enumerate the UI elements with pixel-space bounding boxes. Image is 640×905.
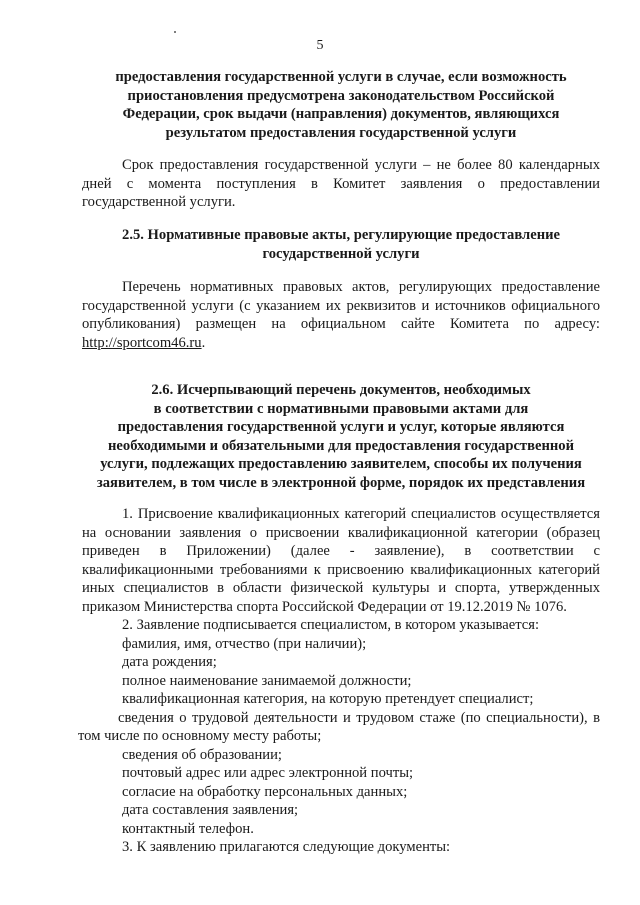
list-item-1: 1. Присвоение квалификационных категорий специалистов осуществляется на основании заявления о присвоении квалификационной категории (образец приведен в Приложении) (далее - заявление), в соответствии с квалификационными требованиями к присвоению квалификационных категорий иных специалистов в области физической культуры и спорта, утвержденных приказом Министерства спорта Российской Федерации от 19.12.2019 № 1076. [82, 506, 600, 615]
list-item-2: 2. Заявление подписывается специалистом, в котором указывается: [122, 617, 539, 633]
heading-line: 2.5. Нормативные правовые акты, регулирующие предоставление [122, 227, 560, 243]
heading-line: предоставления государственной услуги в случае, если возможность [115, 69, 567, 85]
list-item: дата рождения; [122, 654, 217, 670]
heading-line: услуги, подлежащих предоставлению заявителем, способы их получения [100, 456, 582, 472]
documents-list-section [78, 505, 600, 857]
list-item: согласие на обработку персональных данных; [122, 783, 408, 800]
list-item: фамилия, имя, отчество (при наличии); [122, 635, 367, 652]
legal-acts-end: . [201, 334, 206, 351]
heading-line: необходимыми и обязательными для предоставления государственной [108, 437, 574, 454]
section-heading-deadline [82, 68, 600, 142]
list-item: сведения об образовании; [122, 746, 282, 763]
scan-dot [174, 31, 176, 33]
service-term-text: Срок предоставления государственной услуги – не более 80 календарных дней с момента поступления в Комитет заявления о предоставлении государственной услуги. [82, 157, 600, 210]
heading-line: заявителем, в том числе в электронной форме, порядок их представления [96, 474, 586, 491]
list-item: полное наименование занимаемой должности; [122, 672, 412, 689]
heading-line: приостановления предусмотрена законодательством Российской [127, 87, 555, 104]
legal-acts-body: Перечень нормативных правовых актов, регулирующих предоставление государственной услуги (с указанием их реквизитов и источников официального опубликования) размещен на официальном сайте Комитета по адресу: [82, 279, 600, 332]
heading-line: результатом предоставления государственной услуги [165, 124, 517, 141]
legal-acts-text [82, 278, 600, 352]
list-item: контактный телефон. [122, 820, 254, 837]
sportcom-link[interactable]: http://sportcom46.ru [82, 334, 202, 351]
paragraph-service-term [82, 156, 600, 212]
list-item: почтовый адрес или адрес электронной почты; [122, 765, 414, 781]
paragraph-legal-acts [82, 278, 600, 352]
page-number: 5 [316, 38, 324, 53]
list-item: квалификационная категория, на которую претендует специалист; [122, 691, 534, 707]
section-heading-legal-acts [82, 226, 600, 263]
heading-line: Федерации, срок выдачи (направления) документов, являющихся [122, 106, 560, 122]
list-item: дата составления заявления; [122, 802, 299, 818]
heading-line: предоставления государственной услуги и услуг, которые являются [117, 419, 565, 435]
heading-line: в соответствии с нормативными правовыми актами для [153, 400, 529, 417]
heading-line: государственной услуги [262, 245, 420, 262]
list-item-3: 3. К заявлению прилагаются следующие документы: [122, 839, 451, 855]
section-heading-documents [82, 381, 600, 492]
heading-line: 2.6. Исчерпывающий перечень документов, необходимых [151, 382, 531, 398]
list-item-work: сведения о трудовой деятельности и трудовом стаже (по специальности), в том числе по основному месту работы; [78, 709, 600, 744]
